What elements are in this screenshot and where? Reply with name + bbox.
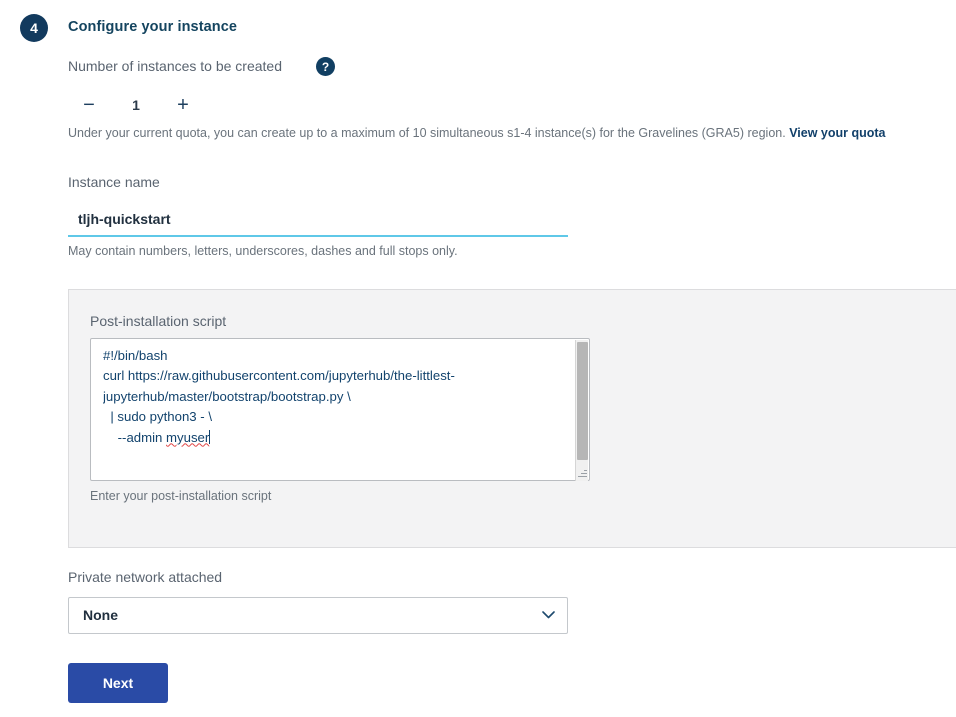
question-mark-icon[interactable]: ? xyxy=(316,57,335,76)
private-network-label: Private network attached xyxy=(68,569,223,585)
quota-description xyxy=(68,126,886,140)
post-installation-label: Post-installation script xyxy=(90,313,227,329)
instances-count-stepper[interactable] xyxy=(68,92,228,118)
page-title: Configure your instance xyxy=(68,19,238,35)
post-installation-panel xyxy=(68,289,956,548)
script-line-2: curl https://raw.githubusercontent.com/jupyterhub/the-littlest-jupyterhub/master/bootstrap/bootstrap.py \ xyxy=(103,368,455,404)
instance-name-hint: May contain numbers, letters, underscores, dashes and full stops only. xyxy=(68,244,458,258)
instances-count-label: Number of instances to be created xyxy=(68,58,283,74)
post-installation-script-box[interactable] xyxy=(90,338,590,481)
private-network-selected-value: None xyxy=(83,607,118,623)
text-caret xyxy=(209,430,210,444)
script-line-4-prefix: --admin xyxy=(103,429,167,445)
instances-count-value[interactable]: 1 xyxy=(132,97,140,113)
step-number-badge: 4 xyxy=(20,14,48,42)
script-scrollbar-thumb[interactable] xyxy=(577,342,588,460)
quota-text: Under your current quota, you can create up to a maximum of 10 simultaneous s1-4 instance(s) for the Gravelines (GRA5) region. xyxy=(68,126,790,140)
script-line-4-misspelled-word: myuser xyxy=(166,429,210,445)
script-line-1: #!/bin/bash xyxy=(103,348,168,363)
script-line-3: | sudo python3 - \ xyxy=(103,409,212,425)
chevron-down-icon xyxy=(542,611,555,619)
increment-instances-button[interactable]: + xyxy=(162,92,204,118)
textarea-resize-handle[interactable] xyxy=(577,468,587,478)
view-quota-link[interactable]: View your quota xyxy=(789,126,886,140)
post-installation-script-text[interactable] xyxy=(103,346,568,474)
next-button[interactable]: Next xyxy=(68,663,168,703)
post-installation-hint: Enter your post-installation script xyxy=(90,489,272,503)
private-network-select[interactable] xyxy=(68,597,568,634)
instance-name-input[interactable] xyxy=(68,203,568,237)
decrement-instances-button[interactable]: − xyxy=(68,92,110,118)
script-scrollbar[interactable] xyxy=(575,340,588,481)
instance-name-label: Instance name xyxy=(68,174,160,190)
